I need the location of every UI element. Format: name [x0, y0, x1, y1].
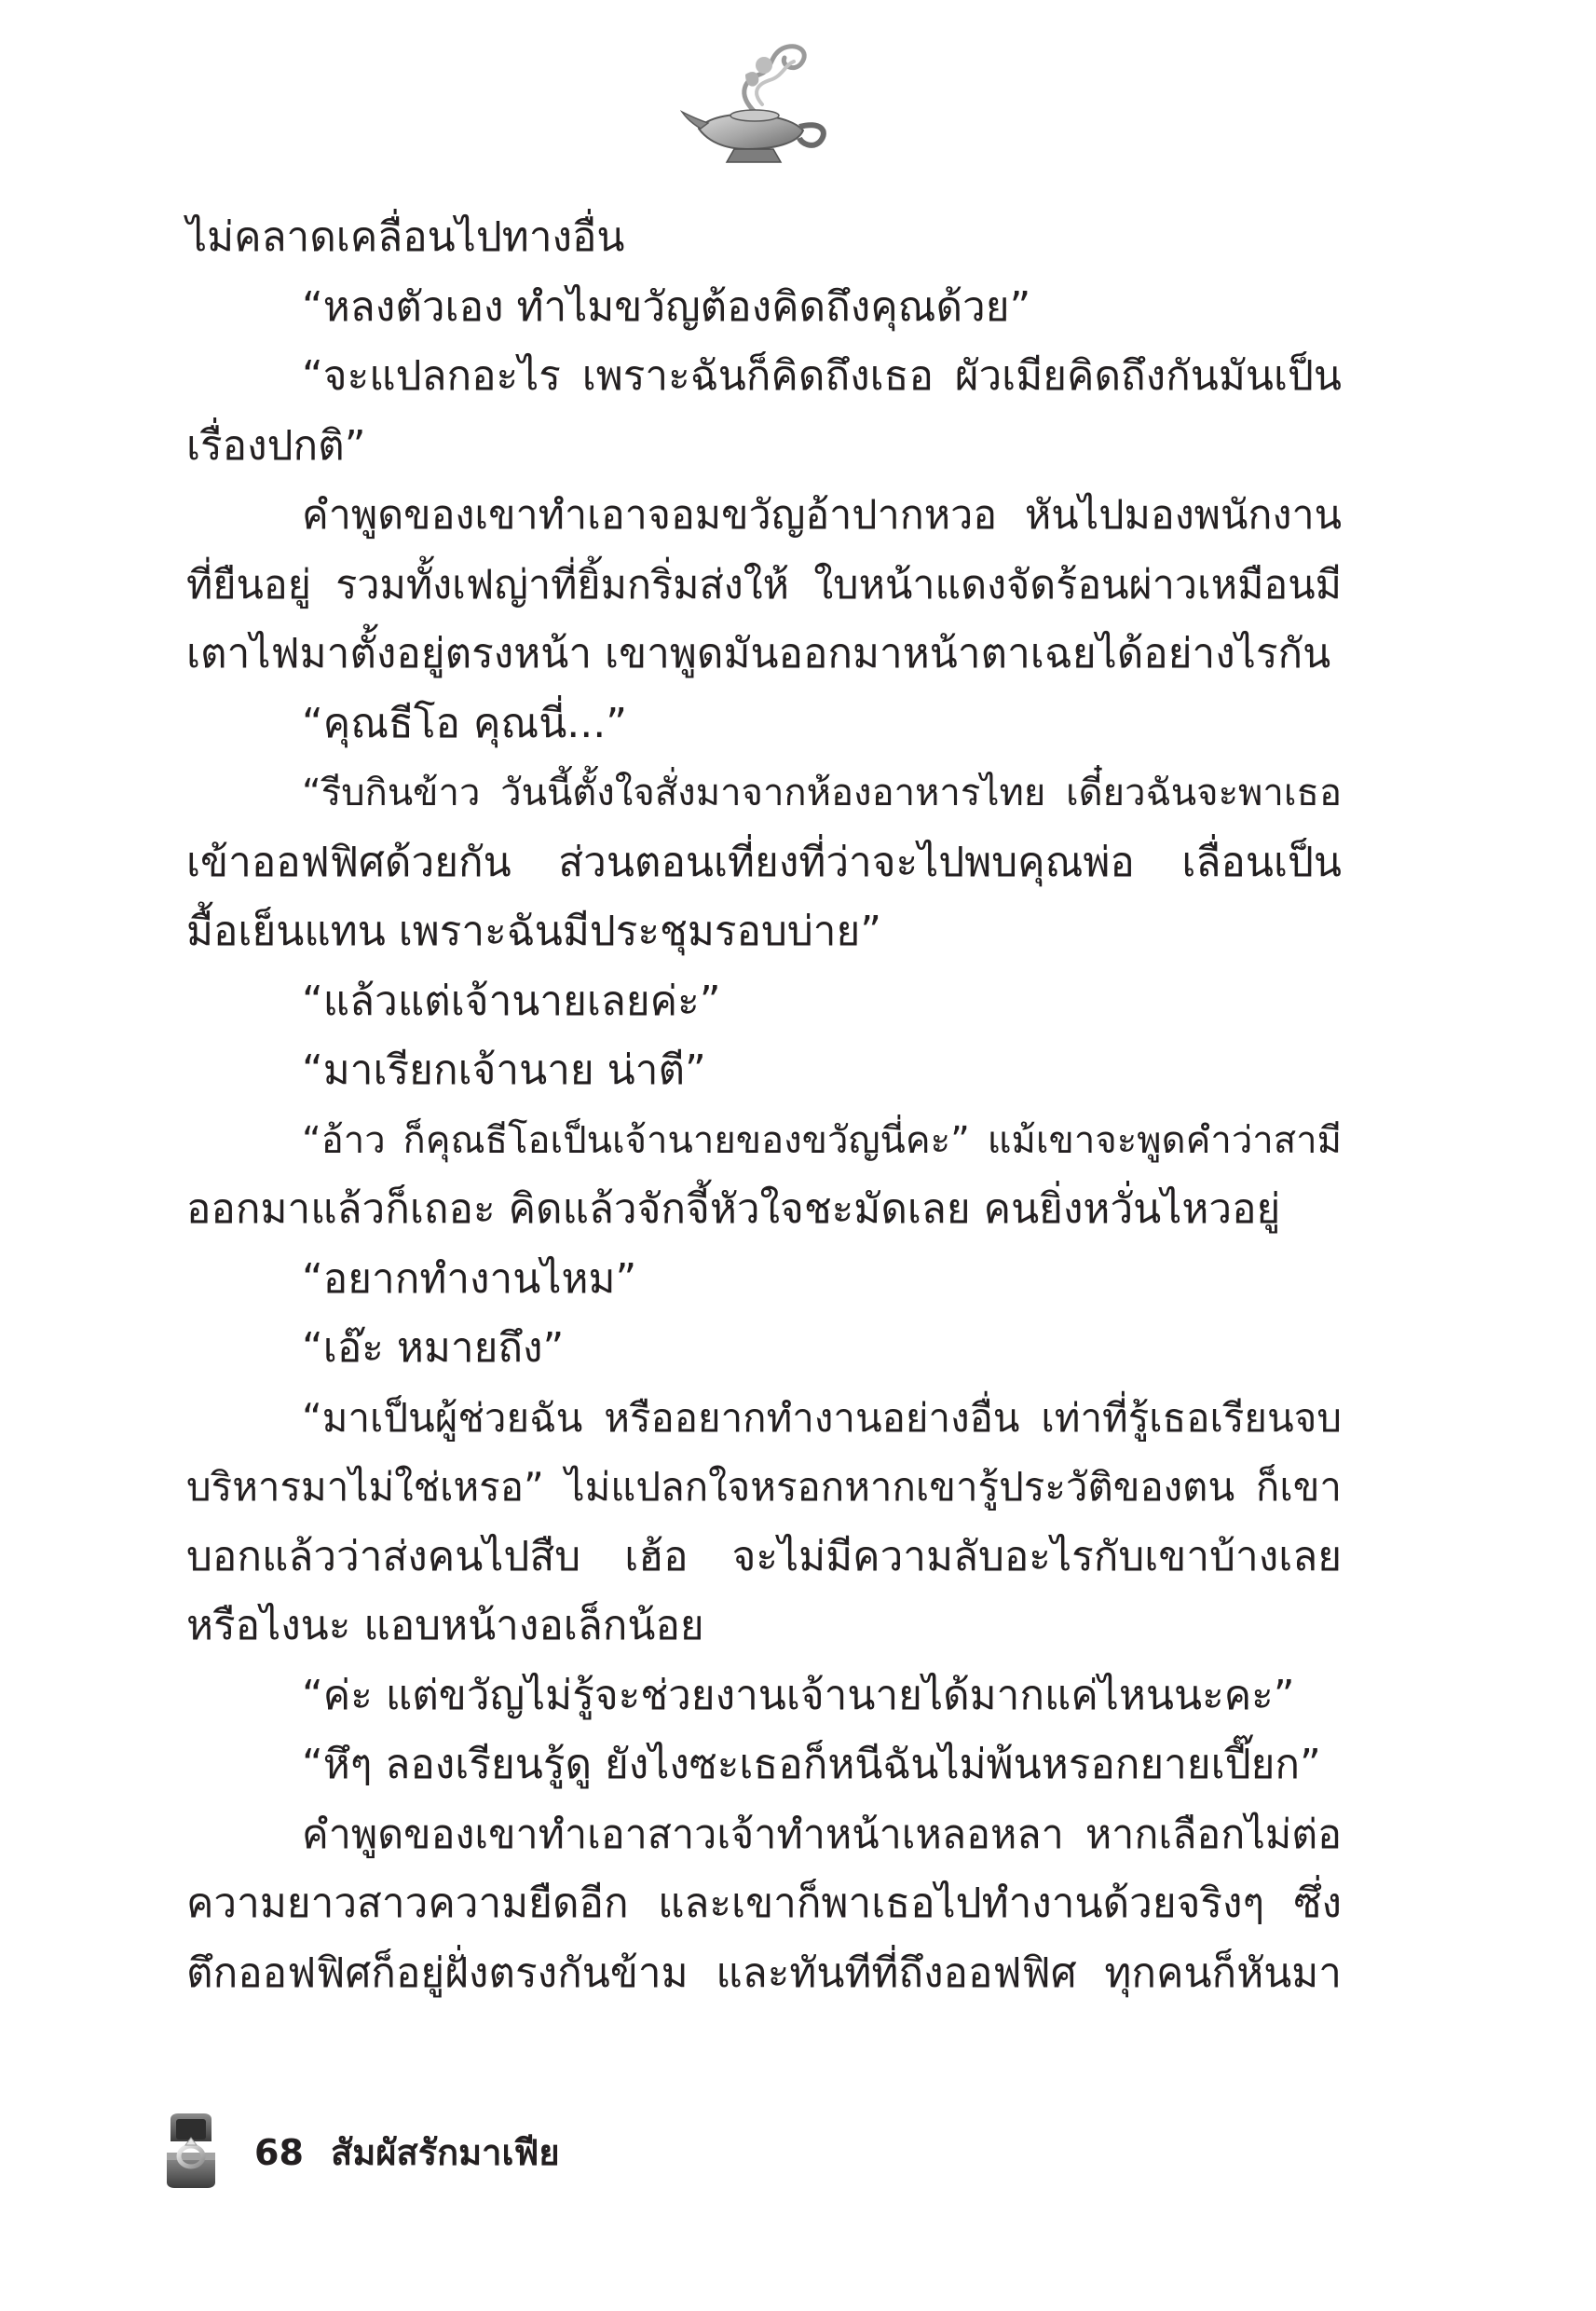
page-number: 68: [254, 2132, 304, 2173]
text-line: มื้อเย็นแทน เพราะฉันมีประชุมรอบบ่าย”: [186, 908, 882, 955]
text-line: หรือไงนะ แอบหน้างอเล็กน้อย: [186, 1602, 704, 1649]
text-line: ความยาวสาวความยืดอีก และเขาก็พาเธอไปทำงานด้วยจริงๆ ซึ่ง: [186, 1880, 1342, 1927]
text-line: ออกมาแล้วก็เถอะ คิดแล้วจักจี้หัวใจชะมัดเลย คนยิ่งหวั่นไหวอยู่: [186, 1185, 1281, 1233]
text-line: บริหารมาไม่ใช่เหรอ” ไม่แปลกใจหรอกหากเขารู้ประวัติของตน ก็เขา: [186, 1464, 1342, 1510]
text-line: “อยากทำงานไหม”: [302, 1254, 637, 1303]
text-line: ที่ยืนอยู่ รวมทั้งเฟญ่าที่ยิ้มกริ่มส่งให้ ใบหน้าแดงจัดร้อนผ่าวเหมือนมี: [186, 561, 1342, 609]
text-line: “มาเป็นผู้ช่วยฉัน หรืออยากทำงานอย่างอื่น เท่าที่รู้เธอเรียนจบ: [302, 1394, 1342, 1441]
body-text: [186, 203, 1342, 2008]
text-line: เรื่องปกติ”: [186, 421, 366, 470]
text-line: คำพูดของเขาทำเอาจอมขวัญอ้าปากหวอ หันไปมองพนักงาน: [302, 492, 1342, 539]
text-line: “ค่ะ แต่ขวัญไม่รู้จะช่วยงานเจ้านายได้มากแค่ไหนนะคะ”: [302, 1671, 1295, 1719]
text-line: “รีบกินข้าว วันนี้ตั้งใจสั่งมาจากห้องอาหารไทย เดี๋ยวฉันจะพาเธอ: [302, 772, 1342, 814]
text-line: “แล้วแต่เจ้านายเลยค่ะ”: [302, 977, 721, 1025]
text-line: “คุณธีโอ คุณนี่...”: [302, 699, 628, 747]
text-line: ไม่คลาดเคลื่อนไปทางอื่น: [186, 213, 625, 261]
ring-box-icon: [163, 2113, 219, 2188]
text-line: คำพูดของเขาทำเอาสาวเจ้าทำหน้าเหลอหลา หากเลือกไม่ต่อ: [302, 1811, 1342, 1858]
book-title: สัมผัสรักมาเฟีย: [331, 2132, 560, 2173]
text-line: “อ้าว ก็คุณธีโอเป็นเจ้านายของขวัญนี่คะ” แม้เขาจะพูดคำว่าสามี: [302, 1118, 1342, 1162]
text-line: เข้าออฟฟิศด้วยกัน ส่วนตอนเที่ยงที่ว่าจะไปพบคุณพ่อ เลื่อนเป็น: [186, 838, 1342, 886]
genie-lamp-icon: [680, 37, 839, 168]
text-line: เตาไฟมาตั้งอยู่ตรงหน้า เขาพูดมันออกมาหน้าตาเฉยได้อย่างไรกัน: [186, 630, 1331, 677]
page-footer: [163, 2113, 908, 2188]
text-line: “มาเรียกเจ้านาย น่าตี”: [302, 1046, 706, 1094]
text-line: ตึกออฟฟิศก็อยู่ฝั่งตรงกันข้าม และทันทีที่ถึงออฟฟิศ ทุกคนก็หันมา: [186, 1949, 1342, 1997]
text-line: “หึๆ ลองเรียนรู้ดู ยังไงซะเธอก็หนีฉันไม่พ้นหรอกยายเปี๊ยก”: [302, 1741, 1321, 1788]
text-line: บอกแล้วว่าส่งคนไปสืบ เฮ้อ จะไม่มีความลับอะไรกับเขาบ้างเลย: [186, 1532, 1342, 1580]
text-line: “เอ๊ะ หมายถึง”: [302, 1324, 565, 1372]
text-line: “จะแปลกอะไร เพราะฉันก็คิดถึงเธอ ผัวเมียคิดถึงกันมันเป็น: [302, 352, 1342, 400]
text-line: “หลงตัวเอง ทำไมขวัญต้องคิดถึงคุณด้วย”: [302, 282, 1031, 331]
